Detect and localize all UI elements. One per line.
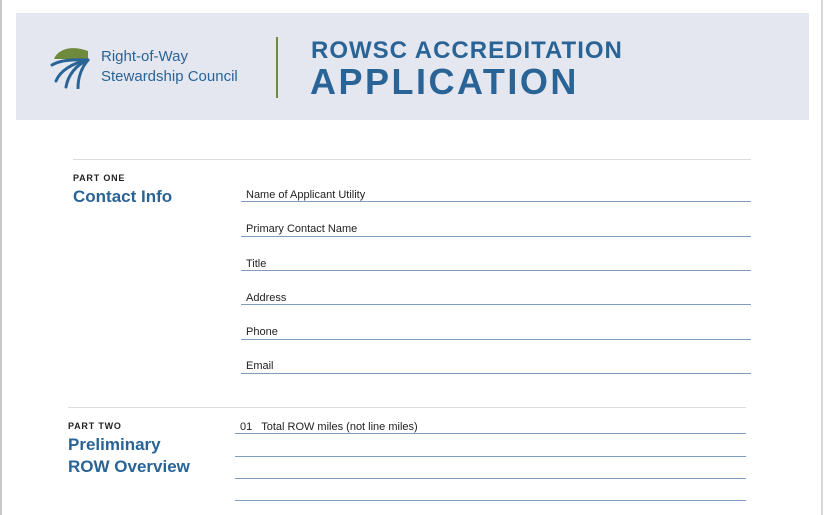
applicant-utility-field[interactable] <box>241 201 751 202</box>
phone-field[interactable] <box>241 339 751 340</box>
part-two-separator <box>68 407 746 408</box>
title-field[interactable] <box>241 270 751 271</box>
document-title-line1: ROWSC ACCREDITATION <box>311 37 623 64</box>
org-name-line2: Stewardship Council <box>101 68 238 85</box>
address-field[interactable] <box>241 304 751 305</box>
total-row-miles-field[interactable] <box>235 433 746 434</box>
part-two-title-line2: ROW Overview <box>68 457 190 476</box>
part-two-title-line1: Preliminary <box>68 435 161 454</box>
document-title-line2: APPLICATION <box>310 61 579 102</box>
field-label-address: Address <box>246 292 287 304</box>
email-field[interactable] <box>241 373 751 374</box>
part-one-title: Contact Info <box>73 187 173 206</box>
field-label-title: Title <box>246 258 267 270</box>
header-banner <box>16 13 809 120</box>
primary-contact-field[interactable] <box>241 236 751 237</box>
header-divider <box>276 37 278 98</box>
part-one-separator <box>73 159 751 160</box>
org-name <box>101 47 238 87</box>
field-label-applicant-utility: Name of Applicant Utility <box>246 189 366 201</box>
part-two-label: PART TWO <box>68 421 122 431</box>
row-overview-line-2[interactable] <box>235 456 746 457</box>
part-one-label: PART ONE <box>73 173 126 183</box>
field-label-phone: Phone <box>246 326 278 338</box>
row-overview-line-3[interactable] <box>235 478 746 479</box>
row-overview-line-4[interactable] <box>235 500 746 501</box>
field-label-total-row-miles: 01 Total ROW miles (not line miles) <box>240 421 418 433</box>
field-label-primary-contact: Primary Contact Name <box>246 223 358 235</box>
org-name-line1: Right-of-Way <box>101 48 188 65</box>
part-two-title <box>68 434 190 478</box>
rowsc-leaf-logo-icon <box>50 45 94 89</box>
field-label-email: Email <box>246 360 274 372</box>
